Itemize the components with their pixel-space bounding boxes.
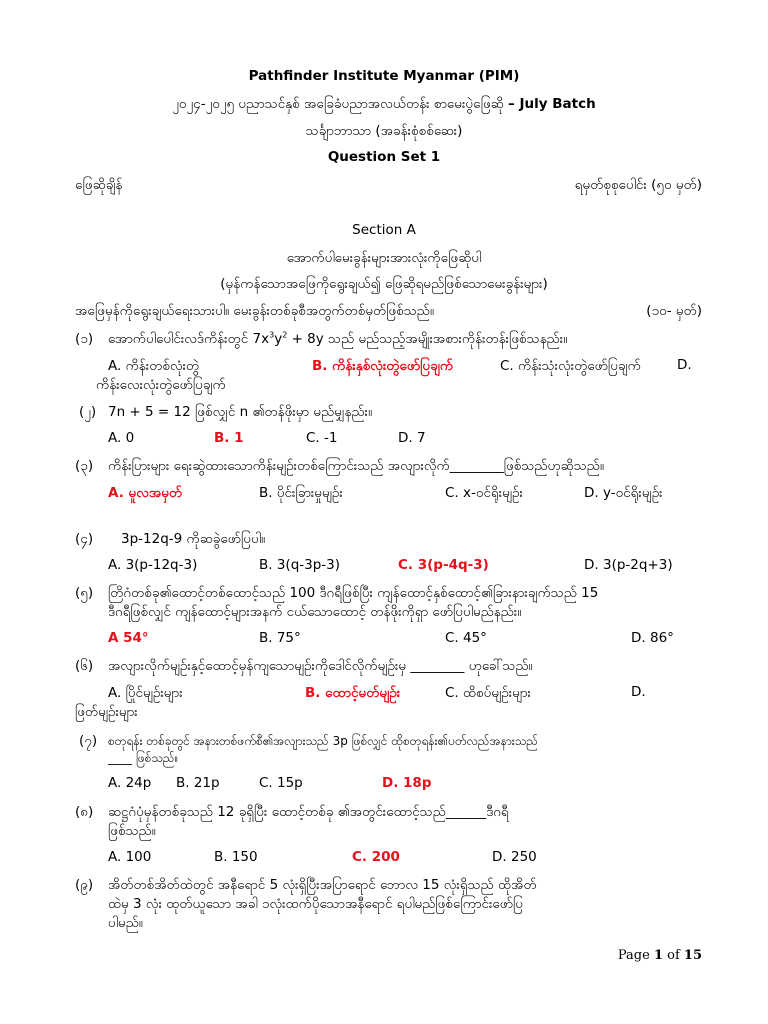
question-number: (၂)	[79, 404, 97, 420]
question-text-line3: ပါမည်။	[108, 915, 143, 931]
question-text-line2: ဖြစ်သည်။	[108, 823, 156, 839]
option-b-correct: B. 1	[214, 430, 244, 446]
option-d-text: ကိန်းလေးလုံးတွဲဖော်ပြချက်	[96, 377, 226, 393]
question-text: အောက်ပါပေါင်းလဒ်ကိန်းတွင် $7x^3y^2 + 8y$ သည် မည်သည့်အမျိုးအစားကိုန်းတန်းဖြစ်သနည်း။	[108, 330, 568, 347]
subject-title: သင်္ချာဘာသာ (အခန်းစုံစစ်ဆေး)	[305, 123, 463, 139]
option-c: C. 15p	[259, 775, 303, 791]
question-number: (၅)	[75, 585, 94, 601]
exam-title-myanmar: ၂၀၂၄-၂၀၂၅ ပညာသင်နှစ် အခြေခံပညာအလယ်တန်း စာမေးပွဲဖြေဆို	[172, 96, 504, 112]
option-c: C. ကိန်းသုံးလုံးတွဲဖော်ပြချက်	[500, 358, 641, 374]
option-a: A. ကိန်းတစ်လုံးတွဲ	[108, 358, 200, 374]
page-footer	[618, 948, 702, 963]
option-d: D. y-ဝင်ရိုးမျဉ်း	[584, 485, 663, 501]
option-d-correct: D. 18p	[382, 775, 432, 791]
time-label: ဖြေဆိုချိန်	[75, 177, 123, 193]
option-b: B. 3(q-3p-3)	[259, 557, 341, 573]
question-text: ကိန်းပြားများ ရေးဆွဲထားသောကိန်းမျဉ်းတစ်ကြောင်းသည် အလျားလိုက်________ဖြစ်သည်ဟုဆိုသည်။	[108, 458, 604, 474]
option-b: B. 75°	[259, 630, 301, 646]
option-c: C. x-ဝင်ရိုးမျဉ်း	[445, 485, 523, 501]
question-text-line1: ဆဋ္ဌဂံပုံမှန်တစ်ခုသည် 12 ခုရှိပြီး ထောင့်တစ်ခု ၏အတွင်းထောင့်သည်______ဒီဂရီ	[108, 804, 509, 820]
option-a: A. ပြိုင်မျဉ်းများ	[108, 685, 183, 701]
question-text-line2: ဒီဂရီဖြစ်လျှင် ကျန်ထောင့်များအနက် ငယ်သောထောင့် တန်ဖိုးကိုရှာ ဖော်ပြပါမည်နည်း။	[108, 604, 522, 620]
answer-blank: ______	[445, 804, 487, 820]
answer-blank: ________	[449, 458, 504, 474]
section-subtitle: အောက်ပါမေးခွန်းများအားလုံးကိုဖြေဆိုပါ	[286, 250, 482, 266]
section-title: Section A	[352, 222, 416, 238]
question-text-line1: တြိဂံတစ်ခု၏ထောင့်တစ်ထောင့်သည် 100 ဒီဂရီဖြစ်ပြီး ကျန်ထောင့်နှစ်ထောင့်၏ခြားနားချက်သည် 15	[108, 585, 599, 601]
question-text-line2: ____ ဖြစ်သည်။	[108, 751, 179, 765]
option-c: C. -1	[306, 430, 338, 446]
page-word: Page	[617, 948, 650, 963]
question-number: (၈)	[75, 804, 94, 820]
exam-title-line	[0, 95, 768, 115]
option-d-text: ဖြတ်မျဉ်းများ	[75, 704, 138, 720]
option-a: A. 24p	[108, 775, 152, 791]
section-note: (မှန်ကန်သောအဖြေကိုရွေးချယ်၍ ဖြေဆိုရမည်ဖြစ်သောမေးခွန်းများ)	[220, 276, 548, 292]
option-b: B. ပိုင်းခြားမှုမျဉ်း	[259, 485, 343, 501]
option-c: C. ထိစပ်မျဉ်းများ	[445, 685, 531, 701]
option-d: D.	[631, 684, 646, 700]
question-text: 3p-12q-9 ကိုဆခွဲဖော်ပြပါ။	[121, 531, 266, 547]
question-number: (၆)	[75, 658, 94, 674]
answer-blank: ________	[410, 658, 465, 674]
question-number: (၃)	[75, 458, 94, 474]
option-a: A. 100	[108, 849, 152, 865]
question-text: 7n + 5 = 12 ဖြစ်လျှင် n ၏တန်ဖိုးမှာ မည်မျှနည်း။	[108, 404, 373, 420]
question-number: (၁)	[75, 331, 94, 347]
of-word: of	[667, 948, 680, 963]
question-text-line1: အိတ်တစ်အိတ်ထဲတွင် အနီရောင် 5 လုံးရှိပြီးအပြာရောင် ဘောလ 15 လုံးရှိသည် ထိုအိတ်	[108, 877, 537, 893]
option-d: D. 250	[492, 849, 537, 865]
option-d: D. 86°	[631, 630, 674, 646]
option-b: B. 21p	[176, 775, 220, 791]
question-set-title: Question Set 1	[327, 149, 441, 165]
option-b: B. 150	[214, 849, 258, 865]
option-b-correct: B. ကိန်းနှစ်လုံးတွဲဖော်ပြချက်	[312, 358, 454, 374]
option-a-correct: A 54°	[108, 630, 149, 646]
option-c: C. 45°	[445, 630, 487, 646]
page-number: 1	[653, 948, 663, 963]
option-d: D. 7	[398, 430, 426, 446]
question-text-line2: ထဲမှ 3 လုံး ထုတ်ယူသော အခါ ၁လုံးထက်ပိုသောအနီရောင် ရပါမည်ဖြစ်ကြောင်းဖော်ပြ	[108, 896, 523, 912]
option-d: D. 3(p-2q+3)	[584, 557, 673, 573]
question-text-line1: စတုရန်း တစ်ခုတွင် အနားတစ်ဖက်စီ၏အလျားသည် 3p ဖြစ်လျှင် ထိုစတုရန်း၏ပတ်လည်အနားသည်	[108, 734, 539, 748]
option-c-correct: C. 200	[352, 849, 400, 865]
question-number: (၉)	[75, 877, 94, 893]
option-a: A. 3(p-12q-3)	[108, 557, 198, 573]
option-a: A. 0	[108, 430, 135, 446]
section-instruction: အဖြေမှန်ကိုရွေးချယ်ရေးသားပါ။ မေးခွန်းတစ်ခုစီအတွက်တစ်မှတ်ဖြစ်သည်။	[75, 303, 434, 319]
option-b-correct: B. ထောင့်မတ်မျဉ်း	[305, 685, 401, 701]
option-c-correct: C. 3(p-4q-3)	[398, 557, 489, 573]
page-total: 15	[683, 948, 702, 963]
question-number: (၇)	[79, 733, 98, 749]
question-text: အလျားလိုက်မျဉ်းနှင့်ထောင့်မှန်ကျသောမျဉ်းကိုဒေါင်လိုက်မျဉ်းမှ ________ ဟုခေါ်သည်။	[108, 658, 533, 674]
institute-title: Pathfinder Institute Myanmar (PIM)	[248, 68, 520, 84]
option-d: D.	[677, 357, 692, 373]
option-a-correct: A. မူလအမှတ်	[108, 485, 183, 501]
exam-batch: – July Batch	[508, 96, 596, 112]
section-marks: (၁၀- မှတ်)	[646, 303, 702, 319]
total-marks-label: ရမှတ်စုစုပေါင်း (၅၀ မှတ်)	[574, 177, 702, 193]
question-number: (၄)	[75, 531, 94, 547]
